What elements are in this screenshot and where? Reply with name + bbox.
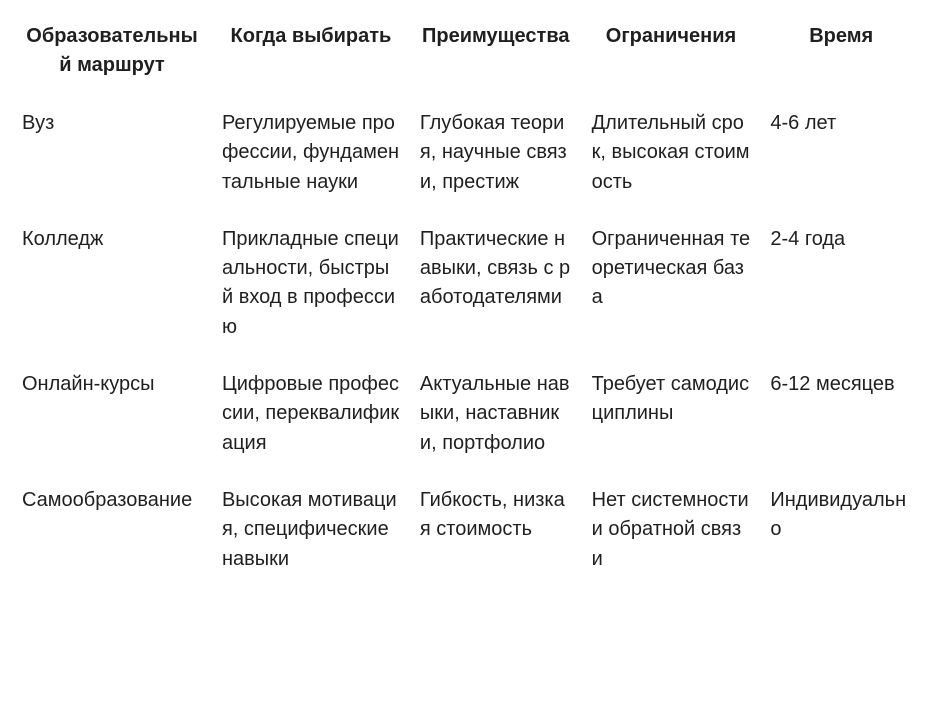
comparison-table (12, 10, 922, 590)
cell-advantages: Практические навыки, связь с работодателями (419, 227, 571, 309)
cell-limitations: Нет системности и обратной связи (591, 488, 749, 570)
cell-advantages: Гибкость, низкая стоимость (419, 488, 565, 541)
cell-route: Самообразование (22, 488, 193, 511)
cell-time: 2-4 года (770, 227, 846, 250)
header-advantages: Преимущества (422, 25, 570, 47)
cell-time: Индивидуально (770, 488, 907, 541)
cell-time: 4-6 лет (770, 112, 837, 134)
table-header-row (12, 10, 922, 96)
cell-when: Регулируемые профессии, фундаментальные науки (221, 112, 399, 193)
header-limitations: Ограничения (605, 25, 737, 47)
header-route: Образовательный маршрут (26, 25, 198, 76)
cell-when: Высокая мотивация, специфические навыки (221, 488, 397, 570)
table-row (12, 358, 922, 474)
cell-limitations: Длительный срок, высокая стоимость (591, 112, 750, 193)
cell-limitations: Ограниченная теоретическая база (591, 227, 751, 309)
table-row (12, 213, 922, 358)
header-time: Время (809, 25, 874, 47)
table-row (12, 474, 922, 590)
cell-route: Онлайн-курсы (22, 373, 155, 396)
cell-advantages: Актуальные навыки, наставники, портфолио (419, 373, 570, 454)
cell-time: 6-12 месяцев (770, 373, 895, 396)
cell-route: Колледж (22, 227, 104, 250)
cell-limitations: Требует самодисциплины (591, 373, 750, 425)
header-when: Когда выбирать (230, 25, 392, 47)
cell-advantages: Глубокая теория, научные связи, престиж (419, 112, 567, 193)
cell-when: Прикладные специальности, быстрый вход в профессию (221, 227, 399, 338)
table-row (12, 96, 922, 213)
cell-when: Цифровые профессии, переквалификация (221, 373, 400, 454)
cell-route: Вуз (22, 112, 55, 134)
